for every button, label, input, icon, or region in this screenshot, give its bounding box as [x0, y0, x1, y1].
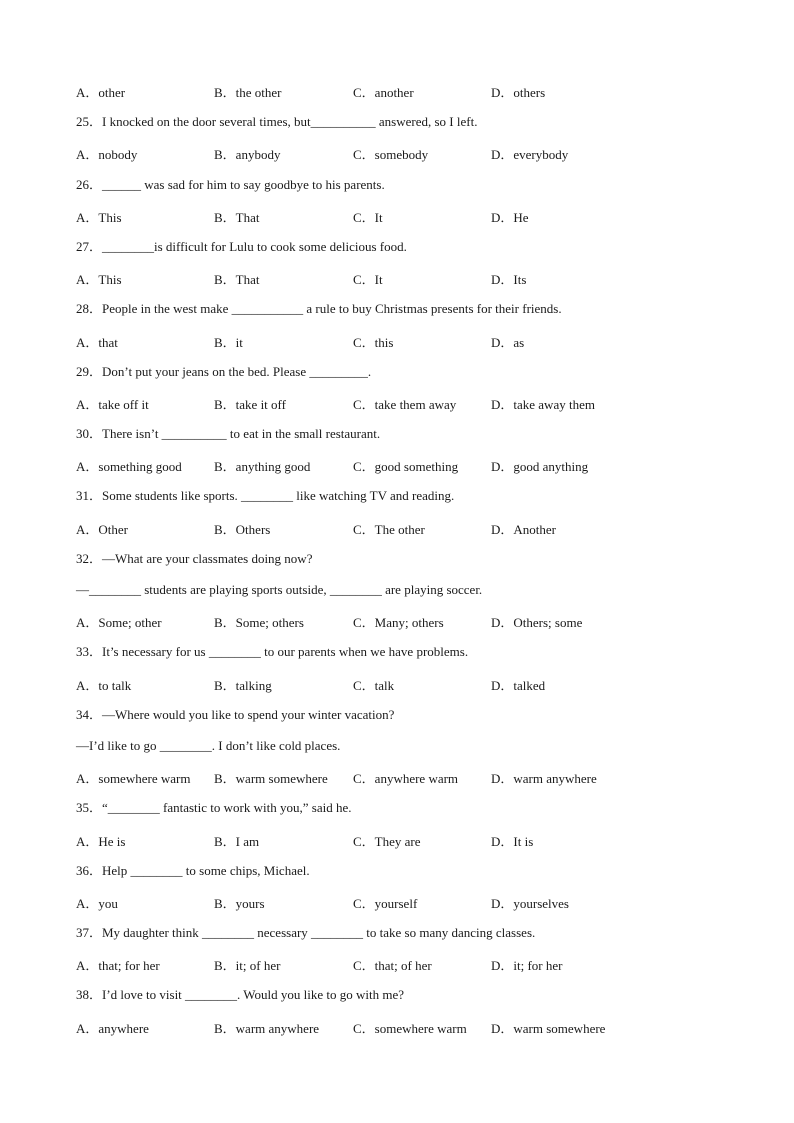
options-row: [76, 207, 736, 238]
options-row: [76, 144, 736, 175]
option-d: D．others: [491, 85, 546, 100]
option-b: B．anybody: [214, 147, 281, 163]
option-b: B．anything good: [214, 459, 311, 475]
option-a: A．something good: [76, 459, 182, 475]
options-row: [76, 675, 736, 706]
options-row: [76, 955, 736, 986]
option-c: C．Many; others: [353, 615, 444, 631]
option-d: D．it; for her: [491, 958, 563, 974]
option-b: B．the other: [214, 85, 282, 100]
options-row: [76, 612, 736, 643]
options-row: [76, 456, 736, 487]
option-b: B．Others: [214, 521, 271, 537]
question-text: 25．I knocked on the door several times, but__________ answered, so I left.: [76, 114, 478, 130]
option-a: A．This: [76, 209, 122, 225]
option-d: D．take away them: [491, 396, 595, 412]
option-a: A．take off it: [76, 396, 149, 412]
option-c: C．that; of her: [353, 958, 432, 974]
question-text: 34．—Where would you like to spend your winter vacation?: [76, 706, 395, 722]
option-c: C．The other: [353, 521, 425, 537]
options-row: [76, 768, 736, 799]
option-b: B．warm somewhere: [214, 771, 328, 787]
question-text: 26．______ was sad for him to say goodbye to his parents.: [76, 176, 385, 192]
option-d: D．Its: [491, 272, 527, 288]
question-text: —________ students are playing sports outside, ________ are playing soccer.: [76, 582, 483, 597]
option-a: A．that; for her: [76, 958, 160, 974]
question-text: 37．My daughter think ________ necessary ________ to take so many dancing classes.: [76, 925, 536, 941]
option-a: A．you: [76, 895, 118, 911]
option-a: A．Other: [76, 521, 128, 537]
option-c: C．somewhere warm: [353, 1020, 467, 1036]
option-c: C．take them away: [353, 396, 457, 412]
options-row: [76, 394, 736, 425]
option-a: A．that: [76, 334, 118, 350]
question-text: 30．There isn’t __________ to eat in the small restaurant.: [76, 426, 381, 442]
question-text: —I’d like to go ________. I don’t like cold places.: [76, 737, 341, 753]
option-b: B．it: [214, 334, 243, 350]
option-b: B．I am: [214, 833, 260, 849]
question-text: 31．Some students like sports. ________ like watching TV and reading.: [76, 488, 455, 504]
options-row: [76, 82, 736, 113]
question-text: 35．“________ fantastic to work with you,” said he.: [76, 800, 352, 816]
option-d: D．Others; some: [491, 615, 583, 631]
option-c: C．It: [353, 209, 383, 225]
question-text: 28．People in the west make ___________ a rule to buy Christmas presents for their friends.: [76, 301, 562, 317]
question-text: 38．I’d love to visit ________. Would you like to go with me?: [76, 987, 405, 1003]
option-a: A．other: [76, 85, 126, 100]
option-a: A．Some; other: [76, 615, 162, 631]
option-d: D．warm anywhere: [491, 771, 597, 787]
option-a: A．He is: [76, 833, 126, 849]
option-d: D．talked: [491, 677, 546, 693]
options-row: [76, 269, 736, 300]
option-d: D．as: [491, 334, 525, 350]
option-b: B．Some; others: [214, 615, 304, 631]
question-text: 36．Help ________ to some chips, Michael.: [76, 862, 310, 878]
options-row: [76, 332, 736, 363]
option-b: B．That: [214, 209, 260, 225]
option-c: C．good something: [353, 459, 459, 475]
option-b: B．yours: [214, 895, 265, 911]
question-text: 32．—What are your classmates doing now?: [76, 550, 313, 566]
question-text: 29．Don’t put your jeans on the bed. Please _________.: [76, 363, 372, 379]
option-d: D．He: [491, 209, 529, 225]
options-row: [76, 519, 736, 550]
option-a: A．anywhere: [76, 1020, 149, 1036]
option-c: C．anywhere warm: [353, 771, 459, 787]
option-c: C．this: [353, 334, 394, 350]
option-c: C．another: [353, 85, 414, 100]
question-text: 27．________is difficult for Lulu to cook some delicious food.: [76, 238, 407, 254]
option-a: A．somewhere warm: [76, 771, 191, 787]
option-b: B．warm anywhere: [214, 1020, 320, 1036]
option-d: D．good anything: [491, 459, 589, 475]
options-row: [76, 893, 736, 924]
option-c: C．talk: [353, 677, 395, 693]
option-d: D．everybody: [491, 147, 569, 163]
option-d: D．It is: [491, 833, 534, 849]
option-d: D．Another: [491, 521, 556, 537]
option-c: C．They are: [353, 833, 421, 849]
option-c: C．somebody: [353, 147, 429, 163]
option-a: A．to talk: [76, 677, 132, 693]
option-b: B．talking: [214, 677, 272, 693]
option-b: B．take it off: [214, 396, 286, 412]
option-b: B．That: [214, 272, 260, 288]
options-row: [76, 1018, 736, 1049]
option-a: A．This: [76, 272, 122, 288]
options-row: [76, 831, 736, 862]
option-b: B．it; of her: [214, 958, 281, 974]
option-c: C．It: [353, 272, 383, 288]
question-list: [76, 82, 736, 1049]
option-d: D．yourselves: [491, 895, 569, 911]
option-a: A．nobody: [76, 147, 138, 163]
option-c: C．yourself: [353, 895, 418, 911]
option-d: D．warm somewhere: [491, 1020, 606, 1036]
question-text: 33．It’s necessary for us ________ to our parents when we have problems.: [76, 644, 469, 660]
